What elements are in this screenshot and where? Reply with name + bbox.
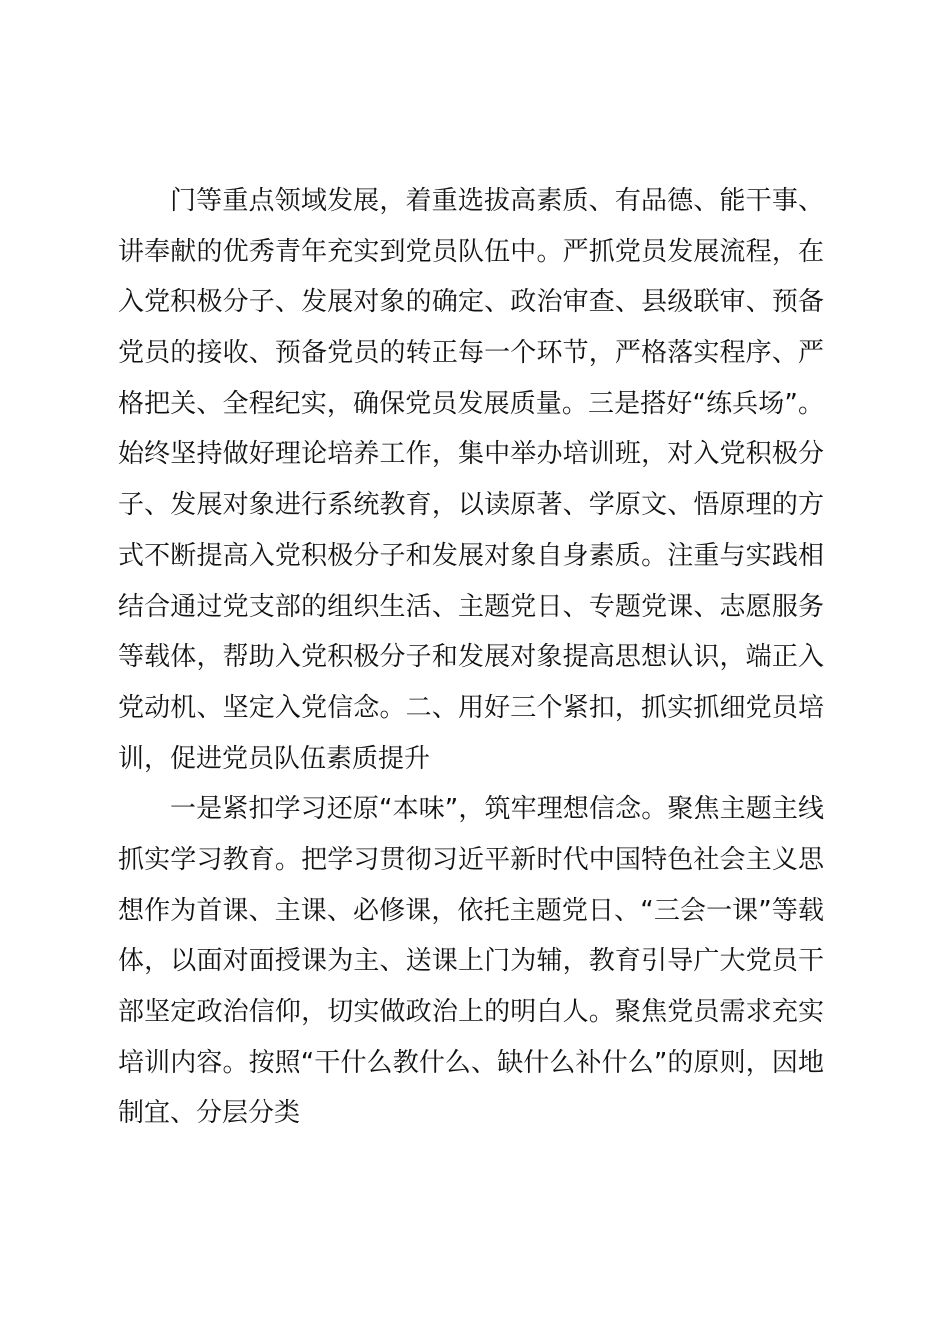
paragraph-1-line-4: 党员的接收、预备党员的转正每一个环节，严格落实程序、严 [118,338,824,369]
paragraph-1-line-11: 党动机、坚定入党信念。二、用好三个紧扣，抓实抓细党员培 [118,692,824,723]
paragraph-1-line-1: 门等重点领域发展，着重选拔高素质、有品德、能干事、 [170,186,824,216]
paragraph-1-line-10: 等载体，帮助入党积极分子和发展对象提高思想认识，端正入 [118,642,824,673]
paragraph-1-line-2: 讲奉献的优秀青年充实到党员队伍中。严抓党员发展流程，在 [118,236,824,267]
paragraph-2-line-2: 抓实学习教育。把学习贯彻习近平新时代中国特色社会主义思 [118,844,824,875]
paragraph-2-line-5: 部坚定政治信仰，切实做政治上的明白人。聚焦党员需求充实 [118,997,824,1027]
paragraph-1-line-12: 训，促进党员队伍素质提升 [118,743,431,774]
paragraph-2-line-7: 制宜、分层分类 [118,1098,301,1129]
paragraph-1-line-5: 格把关、全程纪实，确保党员发展质量。三是搭好“练兵场”。 [118,388,824,419]
document-body [118,176,824,1139]
paragraph-2-line-4: 体，以面对面授课为主、送课上门为辅，教育引导广大党员干 [118,946,824,977]
paragraph-1-line-3: 入党积极分子、发展对象的确定、政治审查、县级联审、预备 [118,287,824,318]
paragraph-1-line-6: 始终坚持做好理论培养工作，集中举办培训班，对入党积极分 [118,439,824,470]
paragraph-1-line-8: 式不断提高入党积极分子和发展对象自身素质。注重与实践相 [118,540,824,571]
paragraph-1-line-7: 子、发展对象进行系统教育，以读原著、学原文、悟原理的方 [118,490,824,521]
paragraph-2-line-3: 想作为首课、主课、必修课，依托主题党日、“三会一课”等载 [118,895,824,926]
paragraph-1-line-9: 结合通过党支部的组织生活、主题党日、专题党课、志愿服务 [118,591,824,622]
paragraph-2-line-6: 培训内容。按照“干什么教什么、缺什么补什么”的原则，因地 [118,1047,824,1078]
paragraph-2-line-1: 一是紧扣学习还原“本味”，筑牢理想信念。聚焦主题主线 [170,794,824,825]
